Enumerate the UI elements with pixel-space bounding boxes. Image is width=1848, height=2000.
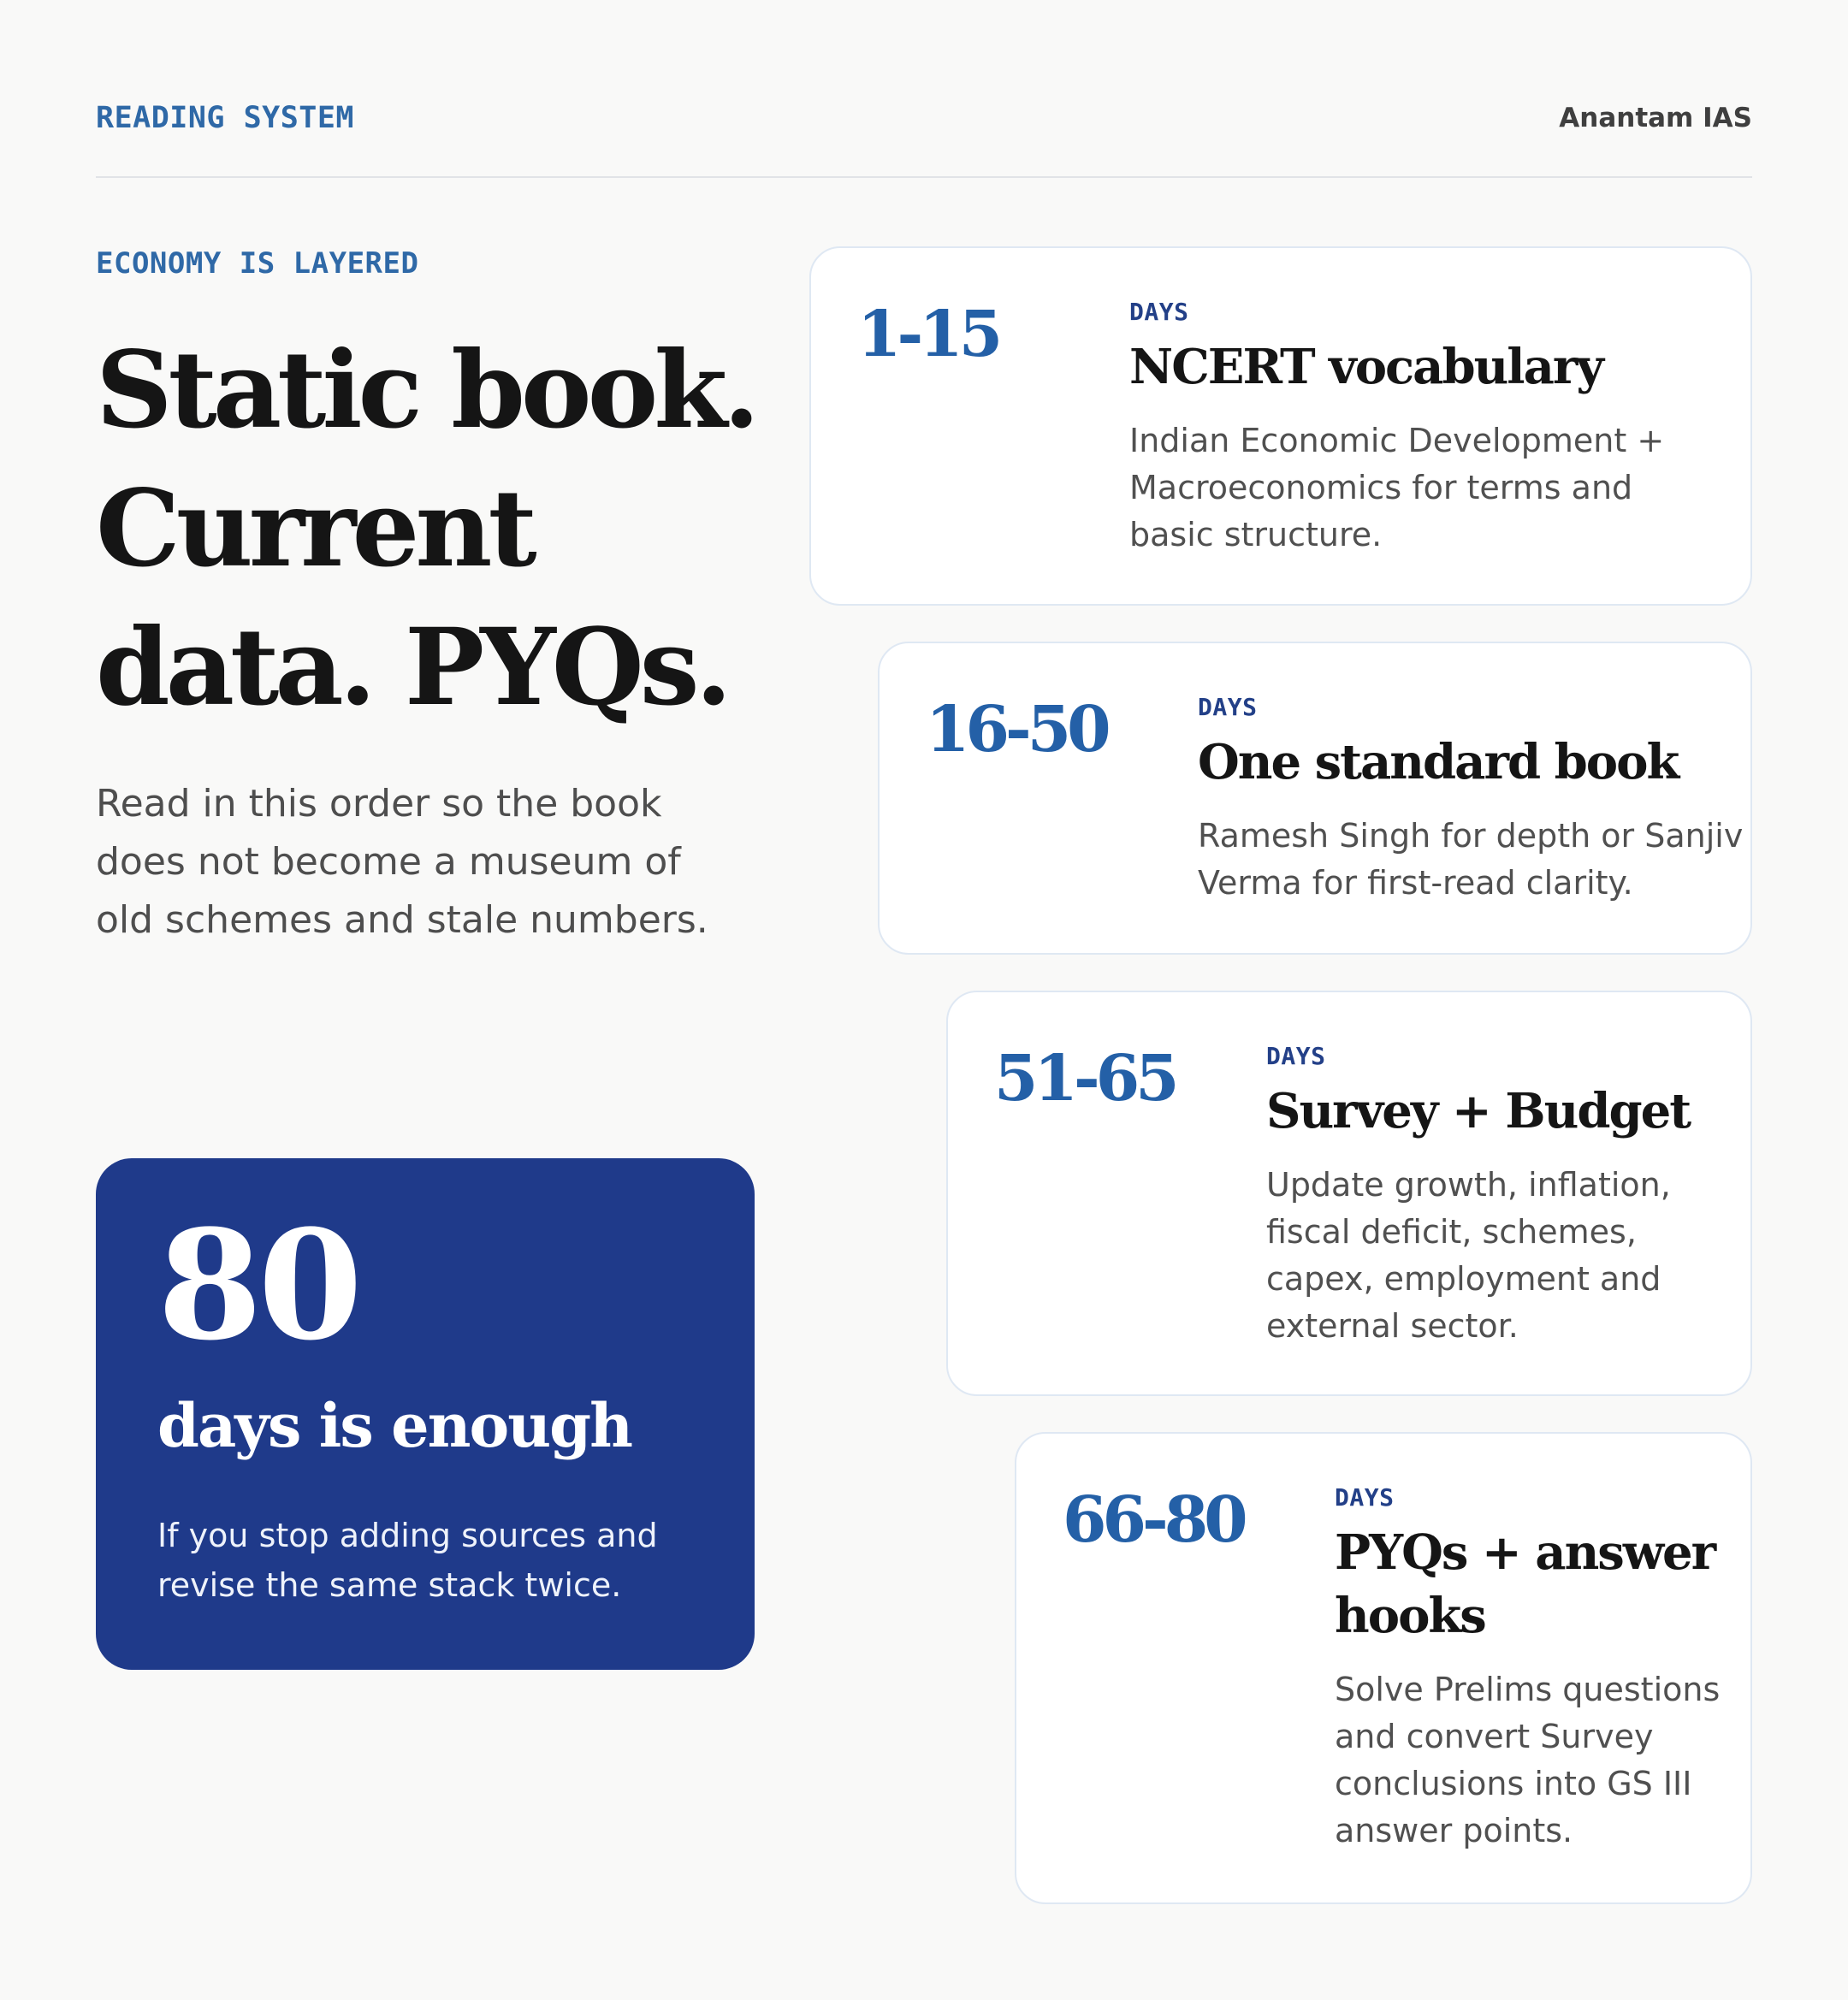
phase-title: NCERT vocabulary	[1129, 339, 1602, 395]
days-label: DAYS	[1266, 1042, 1326, 1070]
section-kicker: READING SYSTEM	[96, 101, 355, 135]
phase-description: Solve Prelims questions and convert Survey conclusions into GS III answer points.	[1335, 1671, 1721, 1849]
phase-card-51-65	[946, 991, 1752, 1396]
phase-description: Indian Economic Development + Macroeconomics for terms and basic structure.	[1129, 422, 1665, 553]
phase-content	[1129, 298, 1685, 559]
phase-card-1-15	[809, 246, 1752, 606]
days-label: DAYS	[1129, 298, 1189, 326]
phase-card-66-80	[1015, 1432, 1752, 1904]
days-note: If you stop adding sources and revise the same stack twice.	[157, 1517, 658, 1604]
phase-title: One standard book	[1198, 734, 1679, 790]
intro-lede: Read in this order so the book does not become a museum of old schemes and stale numbers.	[96, 782, 708, 942]
phase-description: Update growth, inflation, fiscal deficit, schemes, capex, employment and external sector.	[1266, 1166, 1671, 1345]
phase-content	[1266, 1042, 1745, 1350]
phase-range: 1-15	[857, 298, 999, 371]
phase-title: Survey + Budget	[1266, 1083, 1691, 1139]
phase-range: 51-65	[994, 1042, 1176, 1115]
phase-content	[1198, 693, 1754, 907]
phase-range: 16-50	[926, 693, 1107, 766]
phase-content	[1335, 1483, 1745, 1855]
top-bar	[96, 99, 1752, 178]
days-highlight-card	[96, 1158, 755, 1670]
intro-column	[96, 246, 780, 950]
page-title: Static book. Current data. PYQs.	[96, 328, 756, 730]
days-label: DAYS	[1335, 1483, 1395, 1512]
phase-card-16-50	[878, 642, 1752, 955]
days-count: 80	[157, 1197, 358, 1374]
brand-name: Anantam IAS	[1559, 103, 1752, 133]
intro-eyebrow: ECONOMY IS LAYERED	[96, 246, 419, 281]
phase-title: PYQs + answer hooks	[1335, 1524, 1715, 1644]
days-caption: days is enough	[157, 1390, 631, 1461]
days-label: DAYS	[1198, 693, 1258, 721]
phase-range: 66-80	[1063, 1483, 1244, 1557]
phase-description: Ramesh Singh for depth or Sanjiv Verma for first-read clarity.	[1198, 817, 1744, 902]
